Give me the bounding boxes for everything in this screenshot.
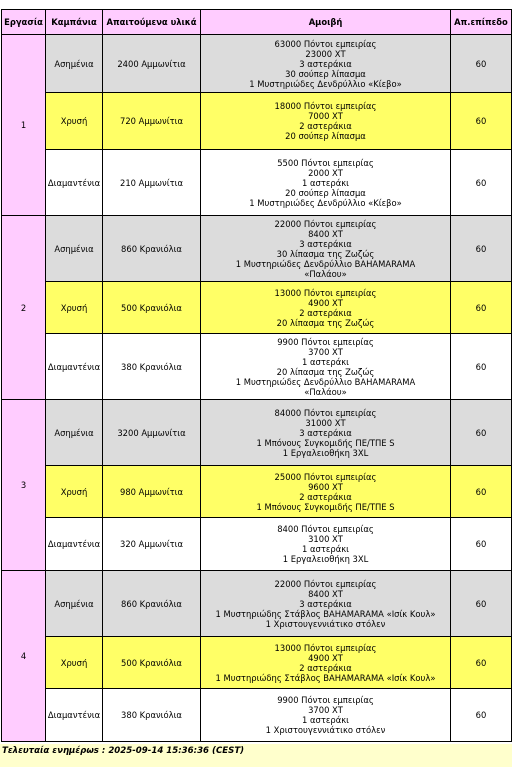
required-level-cell: 60 [451,689,512,742]
reward-line: 20 σούπερ λίπασμα [285,131,366,141]
required-materials-cell: 2400 Αμμωνίτια [103,35,201,93]
reward-line: 1 Μπόνους Συγκομιδής ΠΕ/ΤΠΕ S [256,437,395,448]
campaign-cell: Διαμαντένια [46,518,103,571]
required-materials-cell: 500 Κρανιόλια [103,637,201,689]
reward-line: 7000 ΧΤ [308,111,343,121]
reward-line: 1 Μπόνους Συγκομιδής ΠΕ/ΤΠΕ S [256,501,395,512]
required-level-cell: 60 [451,637,512,689]
header-reward: Αμοιβή [201,10,451,35]
reward-line: 3 αστεράκια [299,58,352,69]
table-row [2,400,512,466]
table-row [2,466,512,518]
reward-line: 2 αστεράκια [299,307,352,318]
campaign-cell: Χρυσή [46,466,103,518]
reward-line: 1 Μυστηριώδες Δενδρύλλιο «Κίεβο» [249,197,402,208]
header-campaign: Καμπάνια [46,10,103,35]
campaign-cell: Χρυσή [46,282,103,334]
reward-line: 2 αστεράκια [299,662,352,673]
reward-line: 9900 Πόντοι εμπειρίας [277,336,374,347]
required-level-cell: 60 [451,282,512,334]
reward-cell [201,93,451,150]
required-materials-cell: 210 Αμμωνίτια [103,150,201,216]
reward-line: «Παλάου» [304,386,347,397]
required-materials-cell: 320 Αμμωνίτια [103,518,201,571]
reward-line: 22000 Πόντοι εμπειρίας [274,578,377,589]
required-level-cell: 60 [451,400,512,466]
reward-line: 3 αστεράκια [299,427,352,438]
reward-line: 1 αστεράκι [302,356,349,367]
reward-line: 25000 Πόντοι εμπειρίας [274,471,377,482]
reward-line: 3 αστεράκια [299,598,352,609]
reward-cell [201,466,451,518]
header-quest: Εργασία [2,10,46,35]
quest-number: 1 [2,35,46,216]
required-level-cell: 60 [451,216,512,282]
reward-cell [201,35,451,93]
reward-line: 13000 Πόντοι εμπειρίας [274,287,377,298]
required-materials-cell: 860 Κρανιόλια [103,571,201,637]
reward-line: 1 Χριστουγεννιάτικο στόλεν [265,725,386,735]
reward-line: 30 λίπασμα της Ζωζώς [276,248,375,259]
header-required-materials: Απαιτούμενα υλικά [103,10,201,35]
reward-cell [201,400,451,466]
reward-line: 1 αστεράκι [302,177,349,188]
required-level-cell: 60 [451,571,512,637]
required-level-cell: 60 [451,35,512,93]
reward-line: 5500 Πόντοι εμπειρίας [277,157,374,168]
table-row [2,689,512,742]
reward-cell [201,216,451,282]
table-row [2,571,512,637]
campaign-cell: Χρυσή [46,637,103,689]
quest-number: 3 [2,400,46,571]
reward-cell [201,518,451,571]
reward-cell [201,150,451,216]
table-row [2,150,512,216]
table-header-row [2,10,512,35]
reward-line: 8400 ΧΤ [308,228,343,239]
campaign-cell: Ασημένια [46,35,103,93]
reward-cell [201,334,451,400]
reward-line: 3100 ΧΤ [308,534,343,544]
campaign-cell: Διαμαντένια [46,689,103,742]
required-level-cell: 60 [451,334,512,400]
reward-line: 20 σούπερ λίπασμα [285,187,366,198]
table-row [2,216,512,282]
reward-line: 1 Εργαλειοθήκη 3XL [282,447,369,458]
required-level-cell: 60 [451,518,512,571]
reward-line: 30 σούπερ λίπασμα [285,68,366,79]
required-level-cell: 60 [451,93,512,150]
reward-line: 8400 ΧΤ [308,588,343,599]
reward-cell [201,637,451,689]
reward-line: 1 Μυστηριώδης Στάβλος BAHAMARAMA «Ισίκ Κουλ» [215,608,436,619]
required-materials-cell: 980 Αμμωνίτια [103,466,201,518]
table-row [2,518,512,571]
table-body [2,35,512,742]
reward-line: 2 αστεράκια [299,121,352,131]
required-materials-cell: 380 Κρανιόλια [103,689,201,742]
reward-line: 1 αστεράκι [302,544,349,554]
required-materials-cell: 860 Κρανιόλια [103,216,201,282]
reward-cell [201,282,451,334]
reward-line: 1 Χριστουγεννιάτικο στόλεν [265,618,386,629]
reward-line: 3 αστεράκια [299,238,352,249]
reward-line: 1 Μυστηριώδες Δενδρύλλιο BAHAMARAMA [235,376,416,387]
campaign-cell: Ασημένια [46,571,103,637]
reward-line: 1 Μυστηριώδες Δενδρύλλιο «Κίεβο» [249,78,402,89]
reward-line: 23000 ΧΤ [305,48,346,59]
last-updated-footer: Τελευταία ενημέρωs : 2025-09-14 15:36:36 (CEST) [0,744,512,767]
reward-line: «Παλάου» [304,268,347,279]
reward-line: 4900 ΧΤ [308,652,343,663]
required-materials-cell: 720 Αμμωνίτια [103,93,201,150]
reward-line: 18000 Πόντοι εμπειρίας [274,101,377,111]
table-row [2,637,512,689]
campaign-cell: Χρυσή [46,93,103,150]
reward-line: 2000 ΧΤ [308,167,343,178]
reward-line: 9600 ΧΤ [308,481,343,492]
reward-line: 3700 ΧΤ [308,705,343,715]
reward-line: 4900 ΧΤ [308,297,343,308]
campaign-cell: Διαμαντένια [46,334,103,400]
reward-line: 20 λίπασμα της Ζωζώς [276,317,375,328]
required-materials-cell: 380 Κρανιόλια [103,334,201,400]
reward-line: 22000 Πόντοι εμπειρίας [274,218,377,229]
reward-line: 13000 Πόντοι εμπειρίας [274,642,377,653]
reward-line: 31000 ΧΤ [305,417,346,428]
reward-line: 2 αστεράκια [299,491,352,502]
required-level-cell: 60 [451,150,512,216]
required-level-cell: 60 [451,466,512,518]
reward-line: 8400 Πόντοι εμπειρίας [277,524,374,534]
reward-line: 84000 Πόντοι εμπειρίας [274,407,377,418]
reward-line: 63000 Πόντοι εμπειρίας [274,38,377,49]
quest-number: 2 [2,216,46,400]
table-row [2,334,512,400]
table-row [2,35,512,93]
quest-number: 4 [2,571,46,742]
required-materials-cell: 3200 Αμμωνίτια [103,400,201,466]
campaign-cell: Ασημένια [46,400,103,466]
reward-cell [201,571,451,637]
reward-line: 1 Μυστηριώδες Δενδρύλλιο BAHAMARAMA [235,258,416,269]
campaign-cell: Ασημένια [46,216,103,282]
reward-line: 3700 ΧΤ [308,346,343,357]
reward-line: 1 Εργαλειοθήκη 3XL [282,554,369,564]
reward-line: 1 αστεράκι [302,715,349,725]
campaign-cell: Διαμαντένια [46,150,103,216]
reward-line: 9900 Πόντοι εμπειρίας [277,695,374,705]
table-row [2,93,512,150]
header-required-level: Απ.επίπεδο [451,10,512,35]
quest-rewards-table [1,9,512,742]
required-materials-cell: 500 Κρανιόλια [103,282,201,334]
table-row [2,282,512,334]
reward-line: 1 Μυστηριώδης Στάβλος BAHAMARAMA «Ισίκ Κουλ» [215,672,436,683]
reward-line: 20 λίπασμα της Ζωζώς [276,366,375,377]
reward-cell [201,689,451,742]
